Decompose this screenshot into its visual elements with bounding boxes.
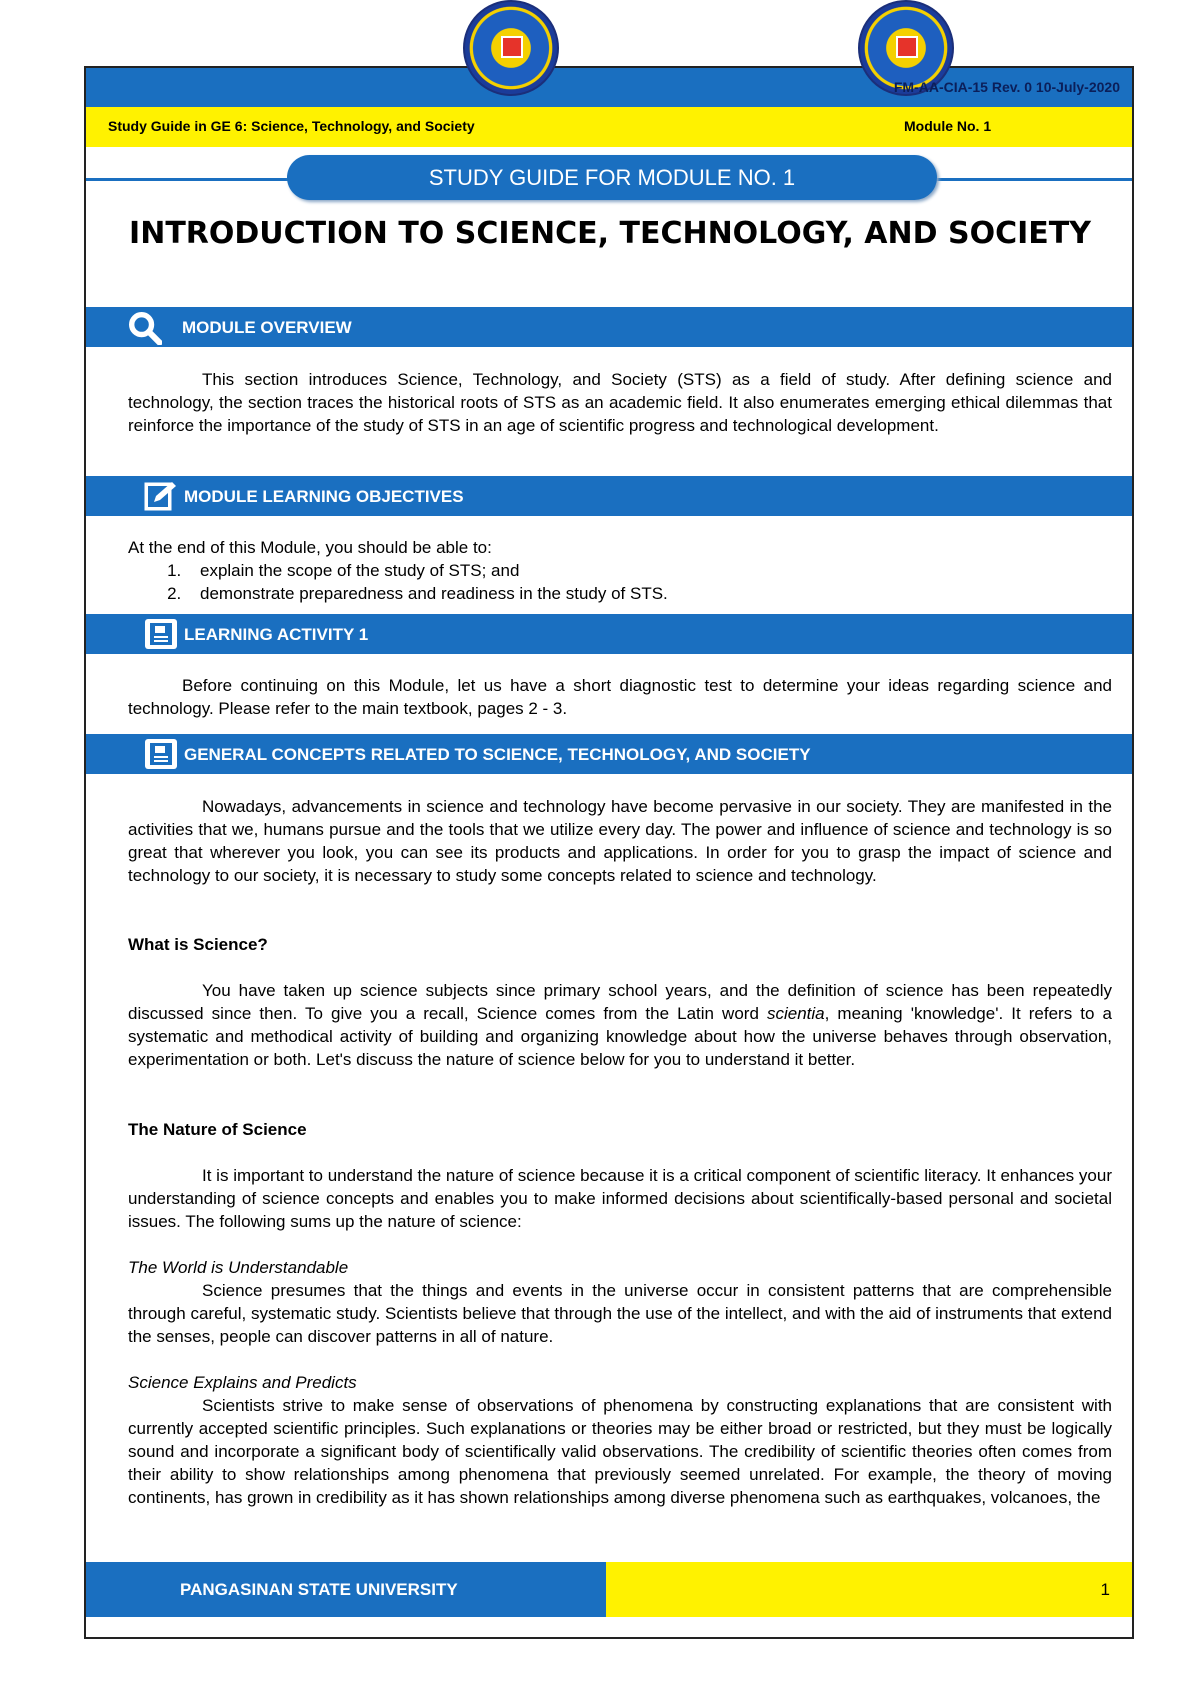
section-heading: MODULE LEARNING OBJECTIVES: [184, 487, 464, 506]
banner-rule-left: [86, 178, 291, 181]
university-name: PANGASINAN STATE UNIVERSITY: [180, 1580, 458, 1599]
banner-rule-right: [934, 178, 1132, 181]
overview-body: This section introduces Science, Technology, and Society (STS) as a field of study. After defining science and technology, the section traces the historical roots of STS as an academic field. It also enumerates emerging ethical dilemmas that reinforce the importance of the study of STS in an age of scientific progress and technological development.: [128, 370, 1112, 435]
study-guide-banner: STUDY GUIDE FOR MODULE NO. 1: [287, 155, 937, 200]
footer-page-block: [606, 1562, 1132, 1617]
objective-item: 1. explain the scope of the study of STS; and: [186, 559, 668, 582]
section-learning-activity: [86, 614, 1132, 654]
worksheet-icon: [144, 618, 178, 650]
course-title: Study Guide in GE 6: Science, Technology, and Society: [108, 118, 475, 134]
section-heading: LEARNING ACTIVITY 1: [184, 625, 369, 644]
objectives-list-block: [128, 536, 668, 605]
explains-predicts-body: Scientists strive to make sense of observations of phenomena by constructing explanations that are consistent with currently accepted scientific principles. Such explanations or theories may be either broad or restricted, but they must be logically sound and incorporate a significant body of scientifically valid observations. The credibility of scientific theories often comes from their ability to show relationships among phenomena that previously seemed unrelated. For example, the theory of moving continents, has grown in credibility as it has shown relationships among diverse phenomena such as earthquakes, volcanoes, the: [128, 1396, 1112, 1507]
world-understandable-body: Science presumes that the things and events in the universe occur in consistent patterns that are comprehensible through careful, systematic study. Scientists believe that through the use of the intellect, and with the aid of instruments that extend the senses, people can discover patterns in all of nature.: [128, 1281, 1112, 1346]
section-general-concepts: [86, 734, 1132, 774]
objective-item: 2. demonstrate preparedness and readiness in the study of STS.: [186, 582, 668, 605]
university-seal-left: [463, 0, 559, 96]
section-learning-objectives: [86, 476, 1132, 516]
pencil-edit-icon: [144, 480, 178, 512]
page-footer: [86, 1562, 1132, 1617]
subheading-explains-predicts: Science Explains and Predicts: [128, 1373, 357, 1392]
form-code: FM-AA-CIA-15 Rev. 0 10-July-2020: [893, 79, 1120, 95]
activity-body: Before continuing on this Module, let us have a short diagnostic test to determine your ideas regarding science and technology. Please refer to the main textbook, pages 2 - 3.: [128, 676, 1112, 718]
magnifier-icon: [126, 309, 162, 345]
subheading-what-is-science: What is Science?: [128, 935, 268, 954]
page-title: INTRODUCTION TO SCIENCE, TECHNOLOGY, AND SOCIETY: [129, 216, 1091, 251]
worksheet-icon: [144, 738, 178, 770]
footer-university-block: [86, 1562, 606, 1617]
concepts-intro: Nowadays, advancements in science and technology have become pervasive in our society. They are manifested in the activities that we, humans pursue and the tools that we utilize every day. The power and influence of science and technology is so great that wherever you look, you can see its products and applications. In order for you to grasp the impact of science and technology to our society, it is necessary to study some concepts related to science and technology.: [128, 797, 1112, 885]
subheading-world-understandable: The World is Understandable: [128, 1258, 349, 1277]
module-number: Module No. 1: [904, 118, 992, 134]
course-band: [86, 107, 1132, 147]
section-heading: GENERAL CONCEPTS RELATED TO SCIENCE, TECHNOLOGY, AND SOCIETY: [184, 745, 811, 764]
objectives-intro: At the end of this Module, you should be able to:: [128, 538, 492, 557]
subheading-nature-of-science: The Nature of Science: [128, 1120, 307, 1139]
section-heading: MODULE OVERVIEW: [182, 318, 352, 337]
what-is-science-body: You have taken up science subjects since primary school years, and the definition of science has been repeatedly discussed since then. To give you a recall, Science comes from the Latin word scientia, meaning 'knowledge'. It refers to a systematic and methodical activity of building and organizing knowledge about how the universe behaves through observation, experimentation or both. Let's discuss the nature of science below for you to understand it better.: [128, 981, 1112, 1069]
section-module-overview: [86, 307, 1132, 347]
page-number: 1: [1100, 1580, 1110, 1599]
nature-of-science-body: It is important to understand the nature of science because it is a critical component of scientific literacy. It enhances your understanding of science concepts and enables you to make informed decisions about scientifically-based personal and societal issues. The following sums up the nature of science:: [128, 1166, 1112, 1231]
